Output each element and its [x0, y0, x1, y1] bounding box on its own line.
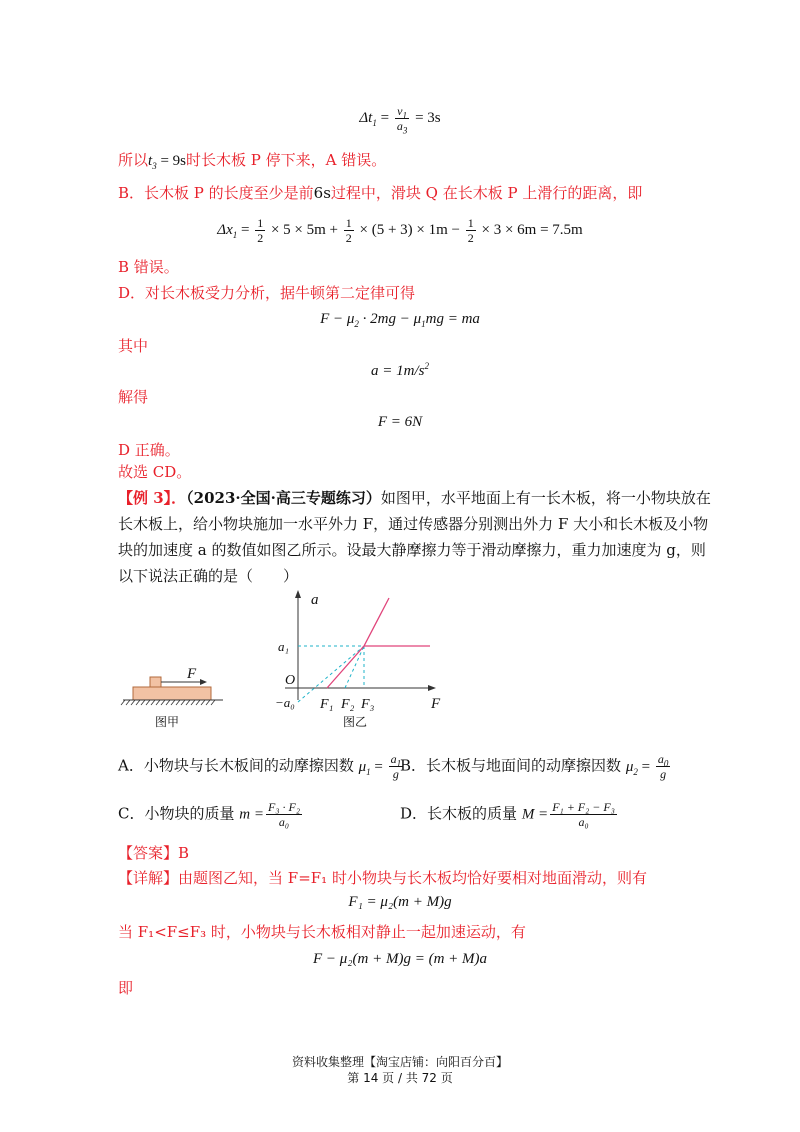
var-t: t [148, 153, 153, 169]
eq-sup: 2 [424, 361, 429, 371]
text: 所以 [118, 151, 149, 169]
hatch-line [121, 700, 125, 705]
solution-line-5: 其中 [118, 337, 149, 355]
label-a1: a₁ [278, 639, 290, 654]
hatch-line [211, 700, 215, 705]
eq-term-1: × 5 × 5m + [270, 221, 338, 238]
equation-F1: F₁ = μ₂(m + M)g [348, 894, 452, 910]
eq-part: a = 1m/s [371, 363, 425, 379]
fraction [395, 104, 410, 136]
value-6s: 6s [313, 184, 331, 202]
caption-jia: 图甲 [154, 715, 180, 729]
equation-F: F = 6N [377, 414, 423, 430]
fraction [266, 800, 302, 829]
fraction-half [255, 216, 265, 245]
curve-block [327, 598, 389, 688]
frac-den: 2 [257, 231, 264, 245]
hatch-line [156, 700, 160, 705]
var-t-sub: 3 [152, 161, 157, 171]
frac-num: F₃ · F₂ [267, 800, 300, 814]
frac-den: g [660, 767, 667, 781]
frac-num: F₁ + F₂ − F₃ [552, 800, 615, 814]
frac-num: 1 [345, 216, 352, 230]
detail-line-2: 当 F₁<F≤F₃ 时，小物块与长木板相对静止一起加速运动，有 [118, 923, 526, 941]
equation-a [0, 361, 800, 381]
example-header [118, 488, 711, 508]
hatch-line [131, 700, 135, 705]
eq-part: mg = ma [425, 311, 480, 327]
mu-sub: 2 [633, 766, 638, 777]
figure-svg [115, 588, 455, 733]
example-line-4: 以下说法正确的是（ ） [118, 567, 299, 585]
eq-part: F − μ [320, 311, 355, 327]
hatch-line [201, 700, 205, 705]
mu: μ [625, 758, 634, 775]
figure-jia [121, 666, 223, 729]
fraction [550, 800, 617, 829]
footer-page-number: 第 14 页 / 共 72 页 [347, 1071, 453, 1085]
y-axis-arrow [295, 590, 301, 598]
eq-part: · 2mg − μ [358, 311, 422, 327]
hatch-line [151, 700, 155, 705]
label-F2: F₂ [341, 697, 355, 712]
ground-hatch [121, 700, 215, 705]
small-block [150, 677, 161, 687]
text: 过程中，滑块 Q 在长木板 P 上滑行的距离，即 [330, 184, 643, 202]
frac-den: a₀ [278, 815, 290, 829]
hatch-line [181, 700, 185, 705]
frac-den: 2 [467, 231, 474, 245]
figure [115, 588, 455, 733]
eq-sub: 1 [421, 319, 426, 329]
eq-term-2: × (5 + 3) × 1m − [359, 221, 460, 238]
option-text: A．小物块与长木板间的动摩擦因数 [118, 756, 354, 775]
example-tag: 【例 3】． [118, 489, 187, 507]
hatch-line [141, 700, 145, 705]
frac-den: a [396, 119, 403, 133]
option-B[interactable]: B．长木板与地面间的动摩擦因数 $\mu_2$ = $\frac{a_0}{g}$ [400, 752, 669, 781]
long-board [133, 687, 211, 700]
mu: μ [358, 758, 367, 775]
hatch-line [171, 700, 175, 705]
option-text: B．长木板与地面间的动摩擦因数 [400, 756, 622, 775]
var-eq: = 9s [156, 153, 186, 169]
mass-symbol: M = [521, 806, 549, 823]
equation-newton [0, 309, 800, 329]
text: 时长木板 P 停下来，A 错误。 [185, 151, 387, 169]
hatch-line [176, 700, 180, 705]
option-text: D．长木板的质量 [400, 804, 518, 823]
equation-delta-t1: $\Delta t_1$ = $\frac{v_1}{a_3}$ = 3s [359, 104, 441, 136]
example-source: （2023·全国·高三专题练习） [186, 489, 381, 507]
frac-num: a [390, 752, 397, 766]
hatch-line [206, 700, 210, 705]
detail-tag: 【详解】 [118, 869, 179, 887]
hatch-line [146, 700, 150, 705]
eq-term-3: × 3 × 6m = 7.5m [481, 221, 583, 238]
frac-den: g [392, 767, 399, 781]
fraction [656, 752, 671, 781]
detail-text: 由题图乙知，当 F=F₁ 时小物块与长木板均恰好要相对地面滑动，则有 [178, 869, 647, 887]
eq-lhs: Δx [217, 221, 233, 238]
answer-tag: 【答案】B [118, 844, 190, 862]
hatch-line [186, 700, 190, 705]
figure-yi [275, 590, 441, 729]
solution-line-8: 故选 CD。 [118, 463, 192, 481]
dash-extension [298, 646, 364, 702]
frac-den: a₀ [578, 815, 589, 829]
example-line-2: 长木板上，给小物块施加一水平外力 F，通过传感器分别测出外力 F 大小和长木板及小物 [118, 515, 709, 533]
x-axis-arrow [428, 685, 436, 691]
hatch-line [136, 700, 140, 705]
label-neg-a0: −a₀ [275, 695, 295, 710]
eq-sub: 2 [354, 319, 359, 329]
force-arrow-head [200, 679, 207, 685]
axis-label-a: a [311, 592, 319, 608]
eq-lhs: Δt [359, 109, 373, 126]
example-line-3: 块的加速度 a 的数值如图乙所示。设最大静摩擦力等于滑动摩擦力，重力加速度为 g，则 [118, 541, 706, 559]
hatch-line [161, 700, 165, 705]
eq-sub: 1 [232, 229, 238, 240]
force-label: F [187, 666, 197, 682]
frac-num: 1 [257, 216, 264, 230]
equation-delta-x1: $\Delta x_1$ = $\frac{1}{2}$ × 5 × 5m + $\frac{1}{2}$ × (5 + 3) × 1m − $\frac{1}{2}$ × 3 × 6m = 7.5m [217, 216, 583, 245]
frac-num-sub: 1 [402, 110, 407, 121]
frac-num: 1 [467, 216, 474, 230]
solution-line-3: B 错误。 [118, 258, 179, 276]
footer-source: 资料收集整理【淘宝店铺：向阳百分百】 [291, 1055, 508, 1069]
option-A[interactable]: A．小物块与长木板间的动摩擦因数 $\mu_1$ = $\frac{a_1}{g}$ [118, 752, 402, 781]
detail-line-1 [118, 868, 647, 888]
equation-combined: F − μ₂(m + M)g = (m + M)a [312, 951, 488, 967]
frac-num: v [397, 104, 403, 118]
option-D[interactable] [400, 800, 619, 829]
origin-label: O [285, 673, 296, 688]
solution-line-6: 解得 [118, 388, 149, 406]
caption-yi: 图乙 [342, 715, 368, 729]
option-text: C．小物块的质量 [118, 804, 235, 823]
dash-F2 [345, 646, 364, 688]
mu-sub: 1 [366, 766, 371, 777]
frac-den-sub: 3 [402, 125, 408, 136]
eq-sub: 1 [372, 117, 377, 128]
text: B．长木板 P 的长度至少是前 [118, 184, 314, 202]
detail-line-3: 即 [118, 979, 134, 997]
solution-line-4: D．对长木板受力分析，据牛顿第二定律可得 [118, 284, 416, 302]
axis-label-F: F [431, 696, 441, 712]
solution-line-2 [118, 183, 642, 203]
solution-line-1 [118, 150, 386, 171]
frac-num-sub: 0 [663, 758, 669, 769]
label-F1: F₁ [320, 697, 334, 712]
option-C[interactable] [118, 800, 304, 829]
example-text: 如图甲，水平地面上有一长木板，将一小物块放在 [380, 489, 711, 507]
frac-num: a [657, 752, 664, 766]
frac-den: 2 [345, 231, 352, 245]
hatch-line [196, 700, 200, 705]
label-F3: F₃ [361, 697, 375, 712]
hatch-line [126, 700, 130, 705]
mass-symbol: m = [239, 806, 264, 823]
frac-num-sub: 1 [396, 758, 402, 769]
hatch-line [166, 700, 170, 705]
fraction-half [466, 216, 476, 245]
solution-line-7: D 正确。 [118, 441, 180, 459]
fraction-half [344, 216, 354, 245]
eq-rhs: = 3s [415, 109, 441, 126]
hatch-line [191, 700, 195, 705]
